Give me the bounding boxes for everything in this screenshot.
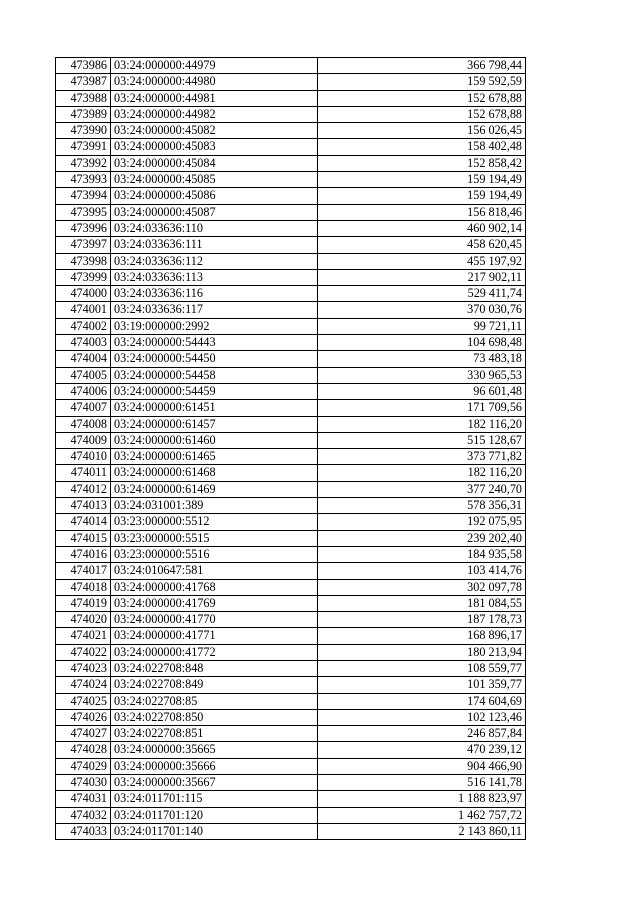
table-row <box>56 709 526 725</box>
cadastral-number-cell: 03:24:000000:45087 <box>111 204 318 220</box>
table-row <box>56 269 526 285</box>
row-number-cell: 474005 <box>56 367 111 383</box>
cadastral-number-cell: 03:19:000000:2992 <box>111 318 318 334</box>
row-number-cell: 474024 <box>56 677 111 693</box>
table-row <box>56 660 526 676</box>
table-row <box>56 644 526 660</box>
cadastral-number-cell: 03:24:000000:41769 <box>111 595 318 611</box>
cadastral-value-cell: 156 026,45 <box>318 123 526 139</box>
cadastral-value-cell: 182 116,20 <box>318 465 526 481</box>
table-row <box>56 823 526 839</box>
table-row <box>56 335 526 351</box>
cadastral-number-cell: 03:24:000000:54459 <box>111 383 318 399</box>
row-number-cell: 474009 <box>56 432 111 448</box>
row-number-cell: 474002 <box>56 318 111 334</box>
table-row <box>56 677 526 693</box>
table-row <box>56 498 526 514</box>
cadastral-value-cell: 460 902,14 <box>318 220 526 236</box>
cadastral-value-cell: 370 030,76 <box>318 302 526 318</box>
table-row <box>56 367 526 383</box>
cadastral-value-table <box>55 57 526 840</box>
cadastral-value-cell: 184 935,58 <box>318 546 526 562</box>
row-number-cell: 474007 <box>56 400 111 416</box>
row-number-cell: 473986 <box>56 58 111 74</box>
cadastral-value-cell: 159 194,49 <box>318 172 526 188</box>
cadastral-value-cell: 516 141,78 <box>318 775 526 791</box>
row-number-cell: 473993 <box>56 172 111 188</box>
row-number-cell: 474014 <box>56 514 111 530</box>
cadastral-value-cell: 1 462 757,72 <box>318 807 526 823</box>
cadastral-number-cell: 03:24:000000:61468 <box>111 465 318 481</box>
cadastral-number-cell: 03:24:011701:120 <box>111 807 318 823</box>
cadastral-value-cell: 515 128,67 <box>318 432 526 448</box>
cadastral-number-cell: 03:24:033636:112 <box>111 253 318 269</box>
row-number-cell: 473991 <box>56 139 111 155</box>
row-number-cell: 474004 <box>56 351 111 367</box>
row-number-cell: 474012 <box>56 481 111 497</box>
row-number-cell: 474000 <box>56 286 111 302</box>
cadastral-number-cell: 03:24:000000:61460 <box>111 432 318 448</box>
table-row <box>56 318 526 334</box>
row-number-cell: 474001 <box>56 302 111 318</box>
row-number-cell: 473998 <box>56 253 111 269</box>
cadastral-value-cell: 152 678,88 <box>318 90 526 106</box>
cadastral-number-cell: 03:23:000000:5516 <box>111 546 318 562</box>
cadastral-value-cell: 529 411,74 <box>318 286 526 302</box>
table-row <box>56 253 526 269</box>
table-row <box>56 514 526 530</box>
row-number-cell: 473995 <box>56 204 111 220</box>
table-row <box>56 383 526 399</box>
table-body <box>56 58 526 840</box>
cadastral-number-cell: 03:24:000000:41771 <box>111 628 318 644</box>
cadastral-value-cell: 152 678,88 <box>318 106 526 122</box>
cadastral-value-cell: 171 709,56 <box>318 400 526 416</box>
cadastral-number-cell: 03:24:000000:61469 <box>111 481 318 497</box>
row-number-cell: 474013 <box>56 498 111 514</box>
table-row <box>56 139 526 155</box>
cadastral-value-cell: 373 771,82 <box>318 449 526 465</box>
table-row <box>56 563 526 579</box>
table-row <box>56 628 526 644</box>
row-number-cell: 473989 <box>56 106 111 122</box>
row-number-cell: 474006 <box>56 383 111 399</box>
table-row <box>56 612 526 628</box>
table-row <box>56 807 526 823</box>
cadastral-value-cell: 156 818,46 <box>318 204 526 220</box>
cadastral-number-cell: 03:24:000000:44979 <box>111 58 318 74</box>
row-number-cell: 473987 <box>56 74 111 90</box>
row-number-cell: 474021 <box>56 628 111 644</box>
table-row <box>56 237 526 253</box>
table-row <box>56 58 526 74</box>
row-number-cell: 474030 <box>56 775 111 791</box>
cadastral-value-cell: 246 857,84 <box>318 726 526 742</box>
cadastral-number-cell: 03:24:033636:113 <box>111 269 318 285</box>
cadastral-number-cell: 03:24:033636:111 <box>111 237 318 253</box>
cadastral-value-cell: 168 896,17 <box>318 628 526 644</box>
row-number-cell: 474008 <box>56 416 111 432</box>
cadastral-value-cell: 455 197,92 <box>318 253 526 269</box>
table-row <box>56 546 526 562</box>
row-number-cell: 474011 <box>56 465 111 481</box>
cadastral-number-cell: 03:24:022708:849 <box>111 677 318 693</box>
table-row <box>56 155 526 171</box>
cadastral-number-cell: 03:24:033636:110 <box>111 220 318 236</box>
row-number-cell: 474018 <box>56 579 111 595</box>
cadastral-number-cell: 03:24:011701:115 <box>111 791 318 807</box>
table-row <box>56 400 526 416</box>
table-row <box>56 302 526 318</box>
cadastral-value-cell: 73 483,18 <box>318 351 526 367</box>
row-number-cell: 474020 <box>56 612 111 628</box>
table-row <box>56 123 526 139</box>
cadastral-number-cell: 03:24:000000:45082 <box>111 123 318 139</box>
table-row <box>56 595 526 611</box>
table-row <box>56 791 526 807</box>
row-number-cell: 473996 <box>56 220 111 236</box>
cadastral-value-cell: 330 965,53 <box>318 367 526 383</box>
row-number-cell: 474016 <box>56 546 111 562</box>
cadastral-number-cell: 03:24:031001:389 <box>111 498 318 514</box>
row-number-cell: 474022 <box>56 644 111 660</box>
row-number-cell: 473990 <box>56 123 111 139</box>
row-number-cell: 473997 <box>56 237 111 253</box>
cadastral-number-cell: 03:24:033636:116 <box>111 286 318 302</box>
cadastral-value-cell: 152 858,42 <box>318 155 526 171</box>
cadastral-value-cell: 174 604,69 <box>318 693 526 709</box>
cadastral-number-cell: 03:24:000000:41770 <box>111 612 318 628</box>
cadastral-number-cell: 03:24:000000:54458 <box>111 367 318 383</box>
cadastral-number-cell: 03:24:000000:54443 <box>111 335 318 351</box>
row-number-cell: 474003 <box>56 335 111 351</box>
row-number-cell: 474015 <box>56 530 111 546</box>
cadastral-value-cell: 377 240,70 <box>318 481 526 497</box>
cadastral-value-cell: 2 143 860,11 <box>318 823 526 839</box>
cadastral-number-cell: 03:24:011701:140 <box>111 823 318 839</box>
cadastral-value-cell: 366 798,44 <box>318 58 526 74</box>
table-row <box>56 286 526 302</box>
cadastral-value-cell: 458 620,45 <box>318 237 526 253</box>
row-number-cell: 474029 <box>56 758 111 774</box>
cadastral-value-cell: 217 902,11 <box>318 269 526 285</box>
table-row <box>56 416 526 432</box>
row-number-cell: 474017 <box>56 563 111 579</box>
row-number-cell: 473992 <box>56 155 111 171</box>
table-row <box>56 204 526 220</box>
row-number-cell: 474026 <box>56 709 111 725</box>
table-row <box>56 188 526 204</box>
cadastral-value-cell: 103 414,76 <box>318 563 526 579</box>
cadastral-number-cell: 03:24:000000:41768 <box>111 579 318 595</box>
cadastral-value-cell: 239 202,40 <box>318 530 526 546</box>
cadastral-number-cell: 03:24:022708:848 <box>111 660 318 676</box>
table-row <box>56 432 526 448</box>
row-number-cell: 474019 <box>56 595 111 611</box>
table-row <box>56 758 526 774</box>
cadastral-value-cell: 578 356,31 <box>318 498 526 514</box>
table-row <box>56 220 526 236</box>
row-number-cell: 473988 <box>56 90 111 106</box>
cadastral-value-cell: 904 466,90 <box>318 758 526 774</box>
cadastral-value-cell: 158 402,48 <box>318 139 526 155</box>
row-number-cell: 473999 <box>56 269 111 285</box>
cadastral-number-cell: 03:24:000000:35667 <box>111 775 318 791</box>
cadastral-number-cell: 03:24:000000:54450 <box>111 351 318 367</box>
row-number-cell: 474031 <box>56 791 111 807</box>
cadastral-number-cell: 03:24:000000:44980 <box>111 74 318 90</box>
table-row <box>56 693 526 709</box>
table-row <box>56 726 526 742</box>
cadastral-number-cell: 03:24:000000:61451 <box>111 400 318 416</box>
cadastral-value-cell: 180 213,94 <box>318 644 526 660</box>
row-number-cell: 474028 <box>56 742 111 758</box>
cadastral-value-cell: 108 559,77 <box>318 660 526 676</box>
table-row <box>56 465 526 481</box>
table-row <box>56 742 526 758</box>
table-row <box>56 106 526 122</box>
row-number-cell: 474032 <box>56 807 111 823</box>
cadastral-number-cell: 03:24:000000:45085 <box>111 172 318 188</box>
cadastral-value-cell: 187 178,73 <box>318 612 526 628</box>
table-row <box>56 579 526 595</box>
cadastral-number-cell: 03:24:022708:85 <box>111 693 318 709</box>
cadastral-number-cell: 03:24:000000:41772 <box>111 644 318 660</box>
cadastral-number-cell: 03:24:000000:45086 <box>111 188 318 204</box>
row-number-cell: 473994 <box>56 188 111 204</box>
table-row <box>56 172 526 188</box>
row-number-cell: 474027 <box>56 726 111 742</box>
cadastral-number-cell: 03:24:033636:117 <box>111 302 318 318</box>
cadastral-number-cell: 03:24:000000:44981 <box>111 90 318 106</box>
cadastral-number-cell: 03:24:000000:61457 <box>111 416 318 432</box>
cadastral-number-cell: 03:24:022708:851 <box>111 726 318 742</box>
table-row <box>56 351 526 367</box>
row-number-cell: 474023 <box>56 660 111 676</box>
table-row <box>56 74 526 90</box>
cadastral-value-cell: 96 601,48 <box>318 383 526 399</box>
cadastral-value-cell: 182 116,20 <box>318 416 526 432</box>
row-number-cell: 474025 <box>56 693 111 709</box>
cadastral-value-cell: 302 097,78 <box>318 579 526 595</box>
table-row <box>56 90 526 106</box>
cadastral-value-cell: 101 359,77 <box>318 677 526 693</box>
cadastral-value-cell: 1 188 823,97 <box>318 791 526 807</box>
cadastral-value-cell: 470 239,12 <box>318 742 526 758</box>
cadastral-number-cell: 03:24:000000:45083 <box>111 139 318 155</box>
cadastral-number-cell: 03:24:000000:35666 <box>111 758 318 774</box>
cadastral-number-cell: 03:24:000000:61465 <box>111 449 318 465</box>
cadastral-value-cell: 192 075,95 <box>318 514 526 530</box>
cadastral-number-cell: 03:23:000000:5512 <box>111 514 318 530</box>
cadastral-value-cell: 102 123,46 <box>318 709 526 725</box>
cadastral-value-cell: 159 194,49 <box>318 188 526 204</box>
cadastral-number-cell: 03:23:000000:5515 <box>111 530 318 546</box>
cadastral-number-cell: 03:24:000000:45084 <box>111 155 318 171</box>
table-row <box>56 775 526 791</box>
cadastral-number-cell: 03:24:010647:581 <box>111 563 318 579</box>
row-number-cell: 474033 <box>56 823 111 839</box>
cadastral-value-cell: 181 084,55 <box>318 595 526 611</box>
cadastral-value-cell: 104 698,48 <box>318 335 526 351</box>
cadastral-number-cell: 03:24:000000:35665 <box>111 742 318 758</box>
table-row <box>56 449 526 465</box>
cadastral-value-cell: 159 592,59 <box>318 74 526 90</box>
row-number-cell: 474010 <box>56 449 111 465</box>
cadastral-value-cell: 99 721,11 <box>318 318 526 334</box>
table-row <box>56 481 526 497</box>
cadastral-number-cell: 03:24:000000:44982 <box>111 106 318 122</box>
cadastral-number-cell: 03:24:022708:850 <box>111 709 318 725</box>
table-row <box>56 530 526 546</box>
